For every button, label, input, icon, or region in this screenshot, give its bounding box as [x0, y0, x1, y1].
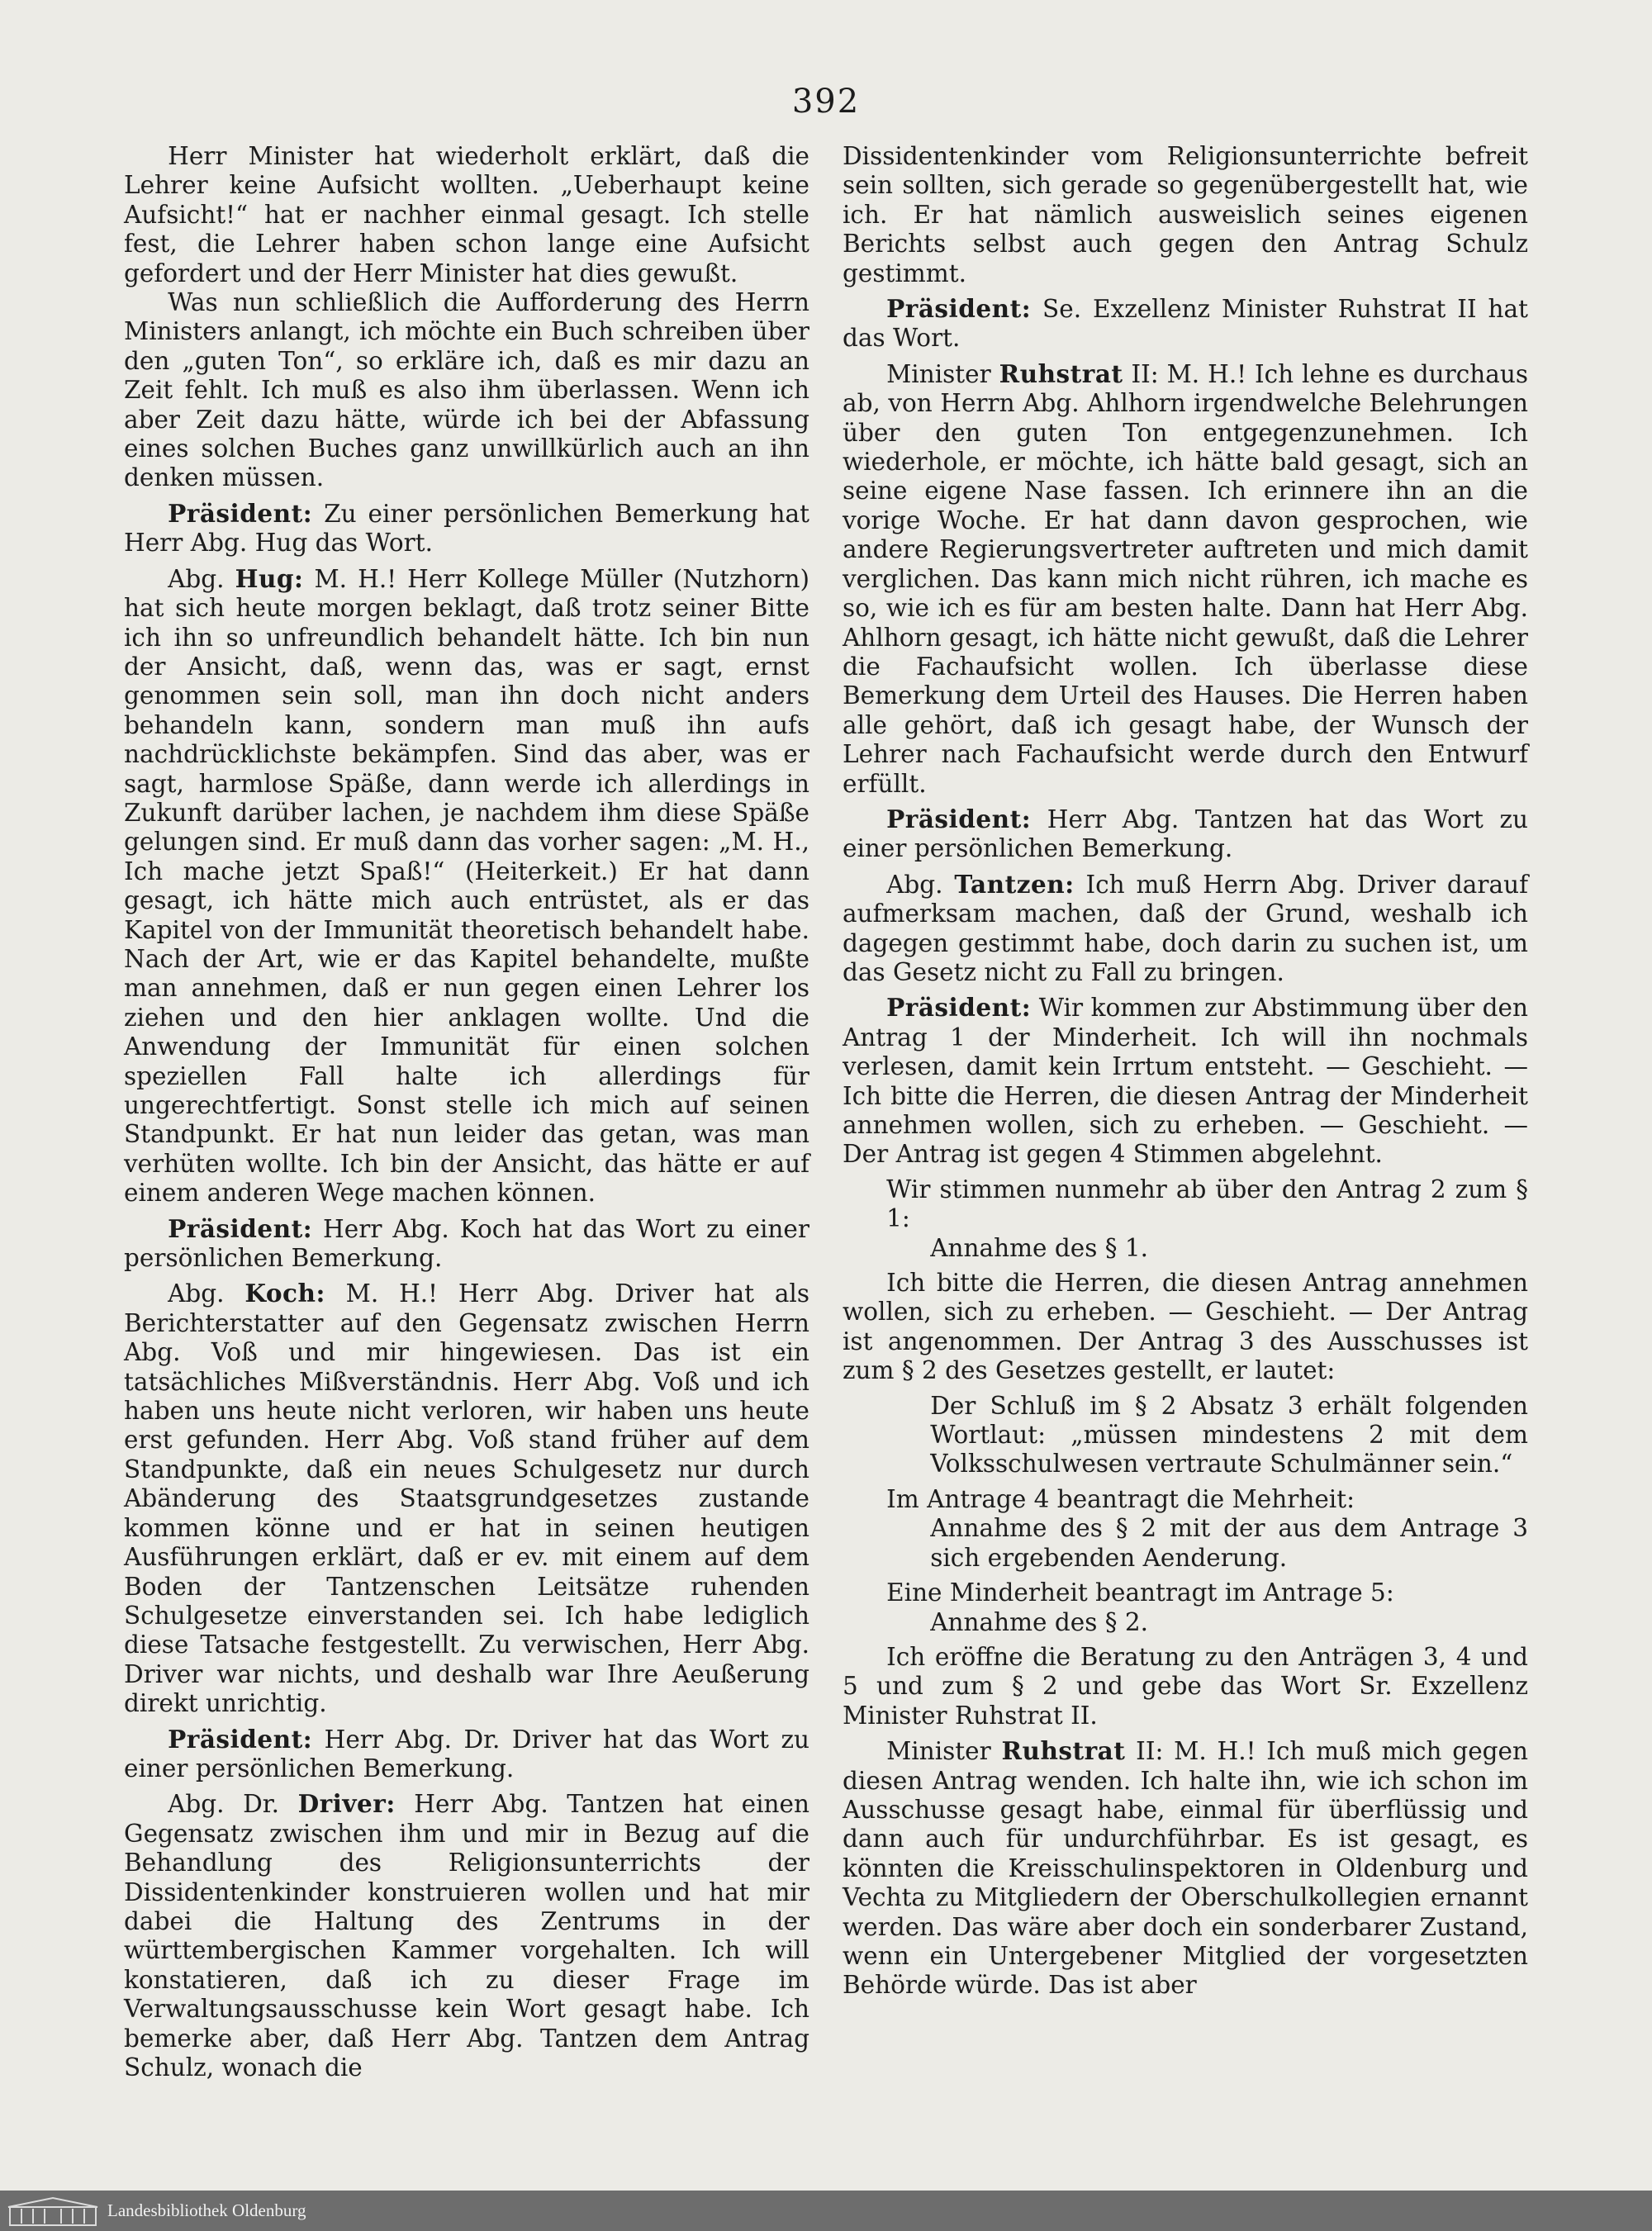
speaker-name: Präsident:	[886, 804, 1032, 833]
speaker-name: Präsident:	[168, 1724, 313, 1754]
right-paragraph-7: Wir stimmen nunmehr ab über den Antrag 2 zum § 1:	[886, 1175, 1528, 1233]
left-paragraph-8	[124, 1789, 809, 2082]
left-paragraph-2: Was nun schließlich die Aufforderung des Herrn Ministers anlangt, ich möchte ein Buch schreiben über den „guten Ton“, so erkläre ich, daß es mir dazu an Zeit fehlt. Ich muß es also ihm überlassen. Wenn ich aber Zeit dazu hätte, würde ich bei der Abfassung eines solchen Buches ganz unwillkürlich auch an ihn denken müssen.	[124, 288, 809, 492]
right-paragraph-7b: Annahme des § 1.	[930, 1233, 1149, 1262]
left-paragraph-4	[124, 564, 809, 1208]
speaker-name: Driver:	[297, 1789, 396, 1819]
speech-text: Herr Abg. Koch hat das Wort zu einer persönlichen Bemerkung.	[124, 1214, 809, 1273]
right-paragraph-10b: Annahme des § 2 mit der aus dem Antrage 3 sich ergebenden Aenderung.	[930, 1514, 1528, 1572]
speaker-name: Ruhstrat	[1001, 1736, 1126, 1766]
speech-text: Ich muß Herrn Abg. Driver darauf aufmerksam machen, daß der Grund, weshalb ich dagegen gestimmt habe, doch darin zu suchen ist, um das Gesetz nicht zu Fall zu bringen.	[843, 870, 1528, 986]
left-paragraph-5	[124, 1214, 809, 1274]
speaker-name: Präsident:	[168, 1213, 313, 1243]
right-column	[843, 142, 1528, 2001]
right-paragraph-11: Eine Minderheit beantragt im Antrage 5:	[886, 1578, 1394, 1607]
left-paragraph-6	[124, 1279, 809, 1718]
right-paragraph-10: Im Antrage 4 beantragt die Mehrheit:	[886, 1484, 1355, 1513]
right-paragraph-3	[843, 359, 1528, 799]
speech-text: M. H.! Herr Abg. Driver hat als Berichterstatter auf den Gegensatz zwischen Herrn Abg. Voß und mir hingewiesen. Das ist ein tatsächliches Mißverständnis. Herr Abg. Voß und ich haben uns heute nicht verloren, wir haben uns heute erst gefunden. Herr Abg. Voß stand früher auf dem Standpunkte, daß ein neues Schulgesetz nur durch Abänderung des Staatsgrundgesetzes zustande kommen könne und er hat in seinen heutigen Ausführungen erklärt, daß er ev. mit einem auf dem Boden der Tantzenschen Leitsätze ruhenden Schulgesetze einverstanden sei. Ich habe lediglich diese Tatsache festgestellt. Zu verwischen, Herr Abg. Driver war nichts, und deshalb war Ihre Aeußerung direkt unrichtig.	[124, 1279, 809, 1718]
library-building-icon	[7, 2195, 99, 2227]
left-paragraph-3	[124, 499, 809, 558]
speaker-title: Abg. Dr.	[168, 1790, 298, 1819]
right-paragraph-9: Der Schluß im § 2 Absatz 3 erhält folgenden Wortlaut: „müssen mindestens 2 mit dem Volksschulwesen vertraute Schulmänner sein.“	[930, 1391, 1528, 1479]
speech-text: Herr Abg. Tantzen hat einen Gegensatz zwischen ihm und mir in Bezug auf die Behandlung des Religionsunterrichts der Dissidentenkinder konstruieren wollen und hat mir dabei die Haltung des Zentrums in der württembergischen Kammer vorgehalten. Ich will konstatieren, daß ich zu dieser Frage im Verwaltungsausschusse kein Wort gesagt habe. Ich bemerke aber, daß Herr Abg. Tantzen dem Antrag Schulz, wonach die	[124, 1790, 810, 2081]
right-paragraph-1: Dissidentenkinder vom Religionsunterrichte befreit sein sollten, sich gerade so gegenübergestellt hat, wie ich. Er hat nämlich ausweislich seines eigenen Berichts selbst auch gegen den Antrag Schulz gestimmt.	[843, 142, 1528, 287]
speaker-title: Minister	[886, 1737, 1002, 1766]
right-paragraph-2	[843, 294, 1528, 354]
speaker-name: Tantzen:	[954, 869, 1075, 899]
speech-text: Herr Abg. Tantzen hat das Wort zu einer persönlichen Bemerkung.	[843, 805, 1528, 863]
speech-text: II: M. H.! Ich lehne es durchaus ab, von Herrn Abg. Ahlhorn irgendwelche Belehrungen über den guten Ton entgegenzunehmen. Ich wiederhole, er möchte, ich hätte bald gesagt, sich an seine eigene Nase fassen. Ich erinnere ihn an die vorige Woche. Er hat dann davon gesprochen, wie andere Regierungsvertreter auftreten und mich damit verglichen. Das kann mich nicht rühren, ich mache es so, wie ich es für am besten halte. Dann hat Herr Abg. Ahlhorn gesagt, ich hätte nicht gewußt, daß die Lehrer die Fachaufsicht wollen. Ich überlasse diese Bemerkung dem Urteil des Hauses. Die Herren haben alle gehört, daß ich gesagt habe, der Wunsch der Lehrer nach Fachaufsicht werde durch den Entwurf erfüllt.	[843, 359, 1528, 798]
speaker-title: Abg.	[168, 1279, 245, 1308]
speaker-name: Ruhstrat	[999, 358, 1123, 388]
right-paragraph-6	[843, 993, 1528, 1169]
left-column	[124, 142, 809, 2082]
right-paragraph-5	[843, 870, 1528, 988]
footer-bar	[0, 2191, 1652, 2231]
speaker-name: Präsident:	[168, 498, 313, 528]
speech-text: Herr Abg. Dr. Driver hat das Wort zu einer persönlichen Bemerkung.	[124, 1725, 809, 1782]
right-paragraph-13	[843, 1736, 1528, 2001]
speaker-name: Koch:	[244, 1279, 325, 1308]
speech-text: Zu einer persönlichen Bemerkung hat Herr Abg. Hug das Wort.	[124, 499, 809, 558]
library-name: Landesbibliothek Oldenburg	[107, 2200, 306, 2220]
right-paragraph-4	[843, 805, 1528, 864]
right-paragraph-8: Ich bitte die Herren, die diesen Antrag annehmen wollen, sich zu erheben. — Geschieht. — Der Antrag ist angenommen. Der Antrag 3 des Ausschusses ist zum § 2 des Gesetzes gestellt, er lautet:	[843, 1269, 1528, 1385]
speaker-title: Minister	[886, 359, 999, 388]
page-number: 392	[791, 83, 861, 121]
speech-text: Se. Exzellenz Minister Ruhstrat II hat das Wort.	[843, 295, 1528, 353]
speaker-title: Abg.	[886, 870, 955, 899]
speaker-name: Präsident:	[886, 993, 1032, 1023]
speaker-name: Hug:	[235, 563, 304, 593]
speech-text: Wir kommen zur Abstimmung über den Antrag 1 der Minderheit. Ich will ihn nochmals verlesen, damit kein Irrtum entsteht. — Geschieht. — Ich bitte die Herren, die diesen Antrag der Minderheit annehmen wollen, sich zu erheben. — Geschieht. — Der Antrag ist gegen 4 Stimmen abgelehnt.	[843, 994, 1528, 1169]
speech-text: II: M. H.! Ich muß mich gegen diesen Antrag wenden. Ich halte ihn, wie ich schon im Ausschusse gesagt habe, einmal für überflüssig und dann auch für undurchführbar. Es ist gesagt, es könnten die Kreisschulinspektoren in Oldenburg und Vechta zu Mitgliedern der Oberschulkollegien ernannt werden. Das wäre aber doch ein sonderbarer Zustand, wenn ein Untergebener Mitglied der vorgesetzten Behörde würde. Das ist aber	[843, 1737, 1528, 2000]
left-paragraph-7	[124, 1725, 809, 1784]
speaker-title: Abg.	[168, 564, 235, 593]
right-paragraph-12: Ich eröffne die Beratung zu den Anträgen 3, 4 und 5 und zum § 2 und gebe das Wort Sr. Exzellenz Minister Ruhstrat II.	[843, 1642, 1528, 1730]
speaker-name: Präsident:	[886, 294, 1032, 324]
left-paragraph-1: Herr Minister hat wiederholt erklärt, daß die Lehrer keine Aufsicht wollten. „Ueberhaupt keine Aufsicht!“ hat er nachher einmal gesagt. Ich stelle fest, die Lehrer haben schon lange eine Aufsicht gefordert und der Herr Minister hat dies gewußt.	[124, 142, 809, 287]
speech-text: M. H.! Herr Kollege Müller (Nutzhorn) hat sich heute morgen beklagt, daß trotz seiner Bitte ich ihn so unfreundlich behandelt hätte. Ich bin nun der Ansicht, daß, wenn das, was er sagt, ernst genommen sein soll, man ihn doch nicht anders behandeln kann, sondern man muß ihn aufs nachdrücklichste bekämpfen. Sind das aber, was er sagt, harmlose Späße, dann werde ich allerdings in Zukunft darüber lachen, je nachdem ihm diese Späße gelungen sind. Er muß dann das vorher sagen: „M. H., Ich mache jetzt Spaß!“ (Heiterkeit.) Er hat dann gesagt, ich hätte mich auch entrüstet, als er das Kapitel von der Immunität theoretisch behandelt habe. Nach der Art, wie er das Kapitel behandelte, mußte man annehmen, daß er nun gegen einen Lehrer los ziehen und den hier anklagen wollte. Und die Anwendung der Immunität für einen solchen speziellen Fall halte ich allerdings für ungerechtfertigt. Sonst stelle ich mich auf seinen Standpunkt. Er hat nun leider das getan, was man verhüten wollte. Ich bin der Ansicht, das hätte er auf einem anderen Wege machen können.	[124, 564, 810, 1208]
right-paragraph-11b: Annahme des § 2.	[930, 1607, 1149, 1636]
